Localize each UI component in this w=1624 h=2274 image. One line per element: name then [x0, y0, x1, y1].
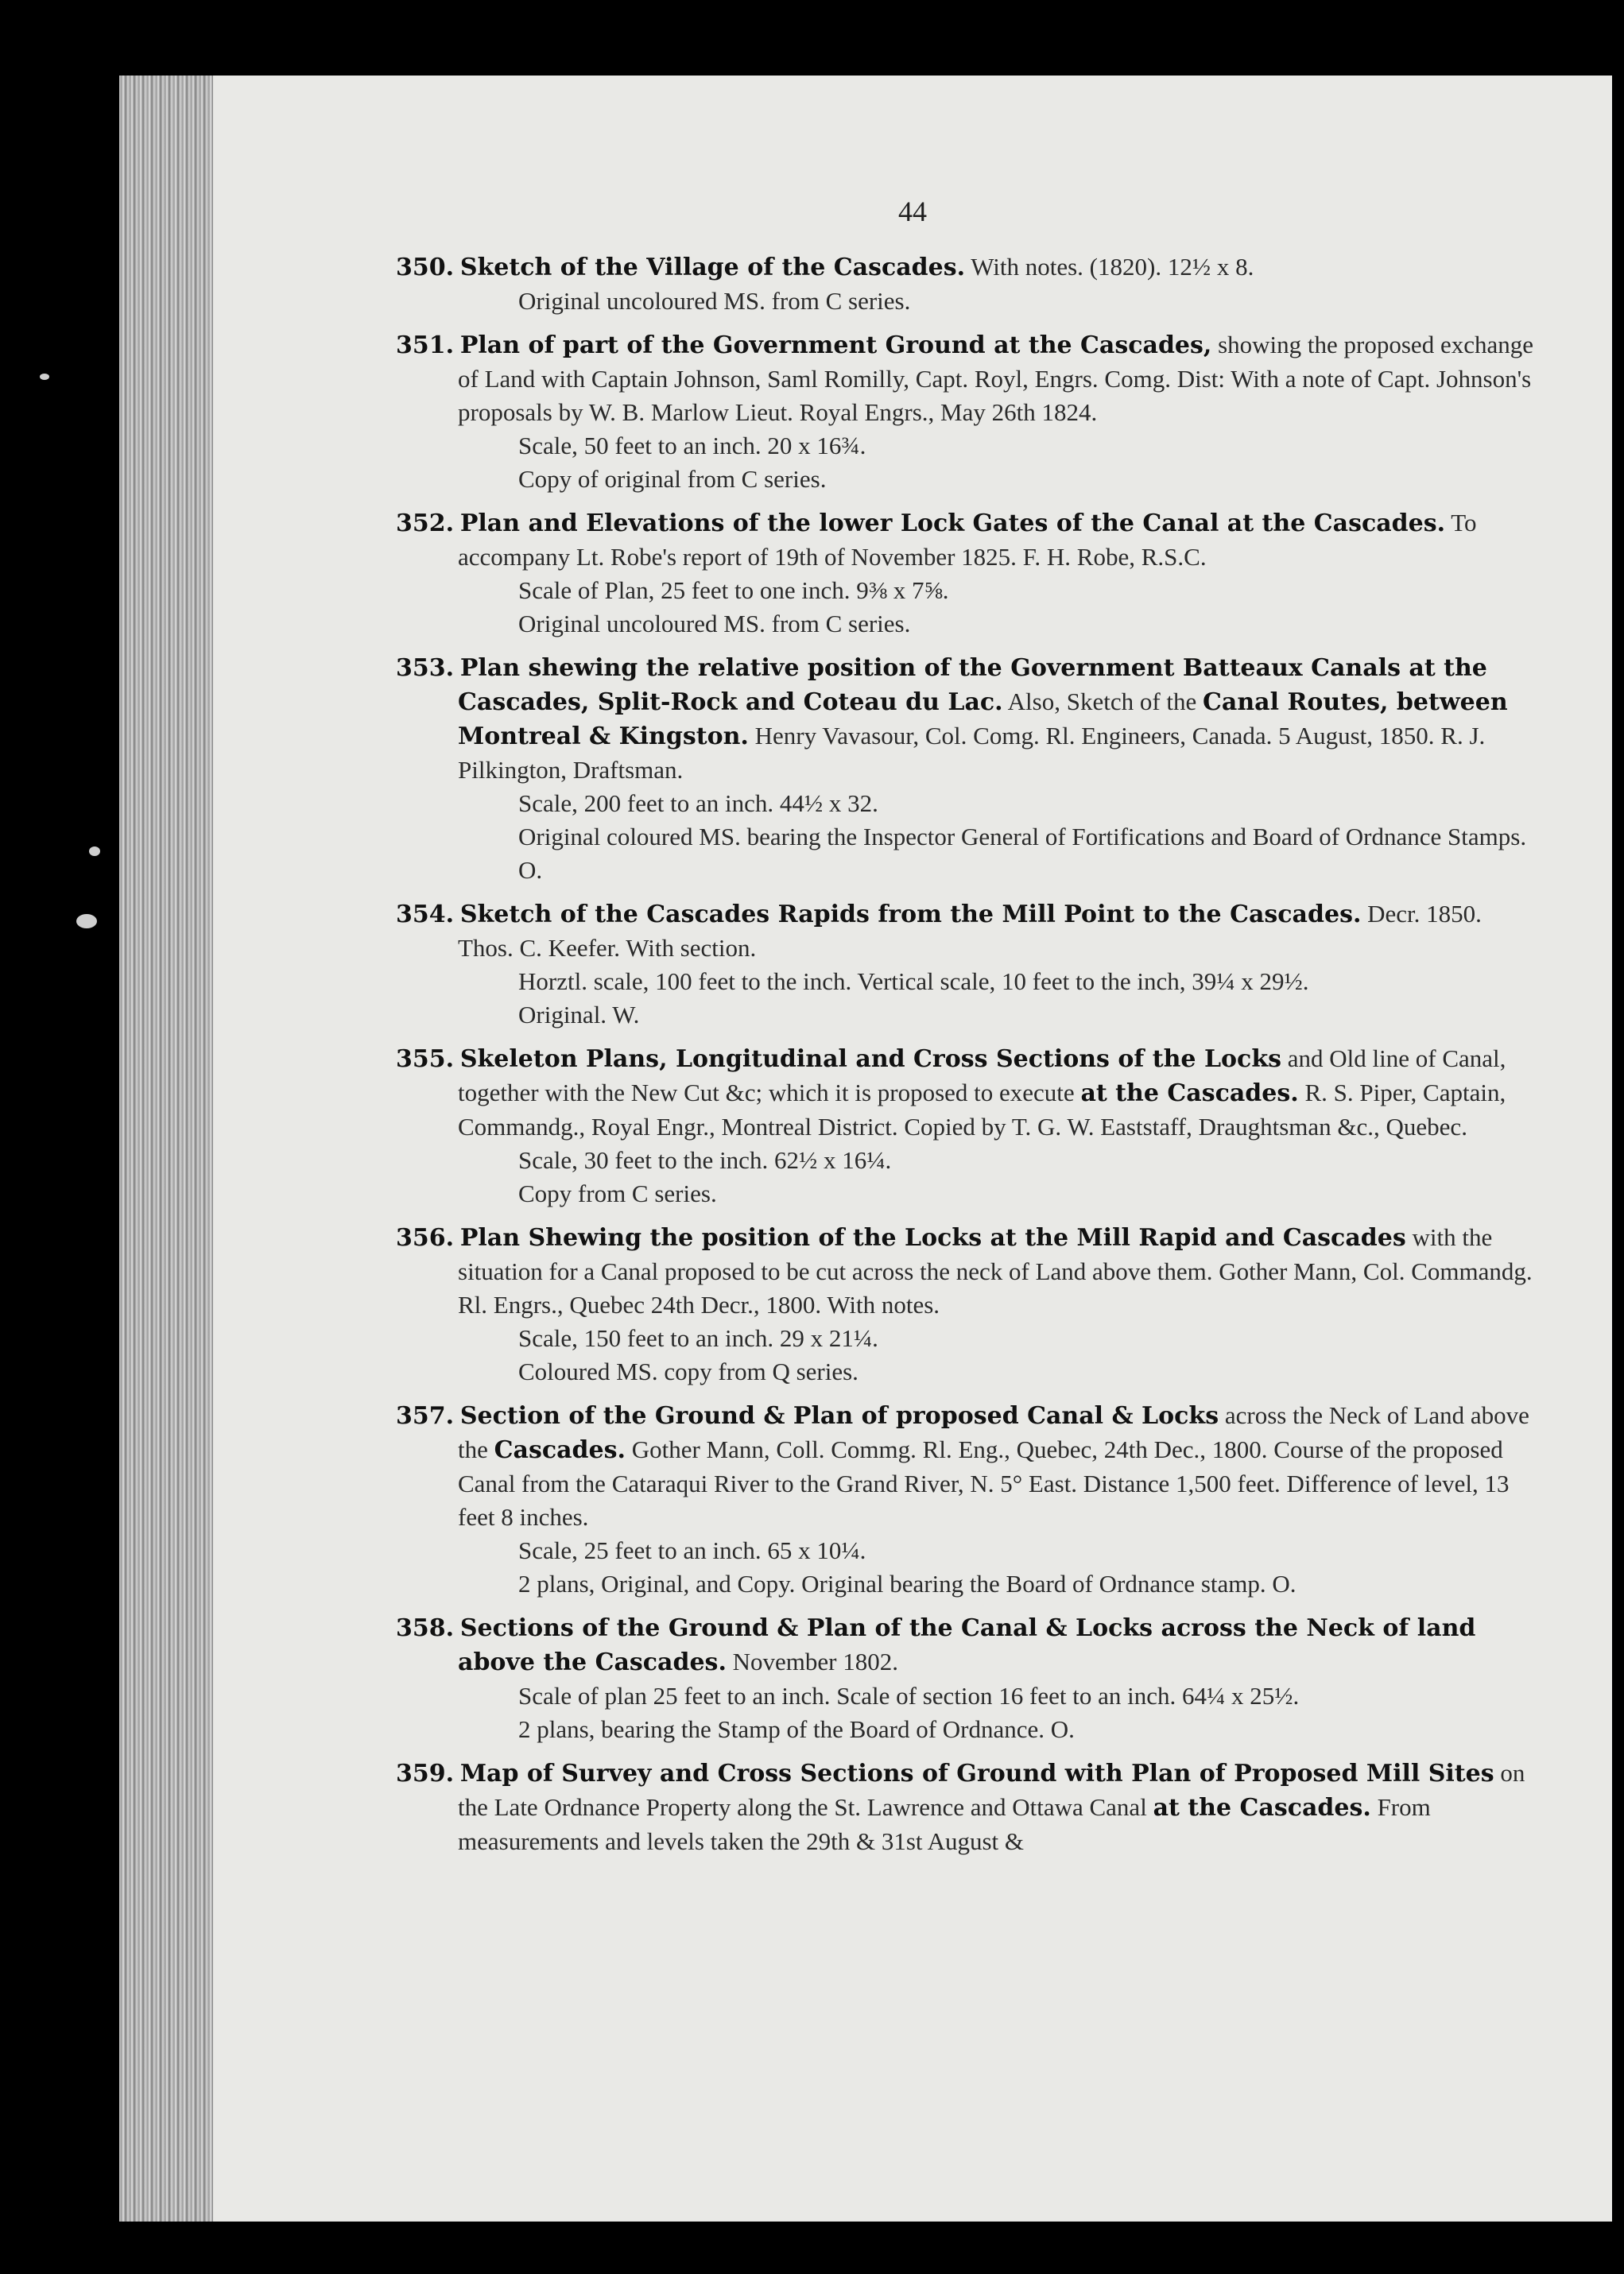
entry-title-continuation: Cascades.: [494, 1436, 626, 1464]
entry-text: [396, 1042, 1541, 1144]
entry-description: showing the proposed exchange of Land with Captain Johnson, Saml Romilly, Capt. Royl, Engrs. Comg. Dist: With a note of Capt. Johnson's proposals by W. B. Marlow Lieut. Royal Engrs., May 26th 1824.: [458, 331, 1533, 426]
catalogue-entry: [396, 1221, 1541, 1389]
entry-text: [396, 250, 1541, 285]
catalogue-entry: [396, 506, 1541, 641]
entry-text: [396, 328, 1541, 429]
entry-title: Plan and Elevations of the lower Lock Gates of the Canal at the Cascades.: [459, 509, 1446, 537]
page-number: 44: [898, 196, 927, 227]
scan-speck: [89, 846, 100, 856]
entry-text: [396, 1757, 1541, 1858]
entry-number: 352.: [396, 509, 455, 537]
entry-description: and Old line of Canal, together with the New Cut &c; which it is proposed to execute: [458, 1044, 1506, 1106]
entry-text: [396, 1399, 1541, 1534]
entry-description: To accompany Lt. Robe's report of 19th of November 1825. F. H. Robe, R.S.C.: [458, 509, 1477, 571]
entry-title-continuation: at the Cascades.: [1153, 1794, 1371, 1822]
catalogue-entry: [396, 250, 1541, 318]
entry-description: with the situation for a Canal proposed to be cut across the neck of Land above them. Gother Mann, Col. Commandg. Rl. Engrs., Quebec 24th Decr., 1800. With notes.: [458, 1223, 1533, 1319]
entry-title: Plan shewing the relative position of the Government Batteaux Canals at the Cascades, Split-Rock and Coteau du Lac.: [458, 654, 1487, 716]
entry-number: 357.: [396, 1402, 455, 1430]
entry-note: Original uncoloured MS. from C series.: [518, 287, 911, 315]
entry-note: Original. W.: [518, 1001, 640, 1029]
scan-speck: [40, 374, 49, 380]
entry-description-continuation: Gother Mann, Coll. Commg. Rl. Eng., Quebec, 24th Dec., 1800. Course of the proposed Canal from the Cataraqui River to the Grand River, N. 5° East. Distance 1,500 feet. Difference of level, 13 feet 8 inches.: [458, 1435, 1510, 1531]
entry-description: on the Late Ordnance Property along the St. Lawrence and Ottawa Canal: [458, 1759, 1525, 1821]
entry-number: 355.: [396, 1045, 455, 1073]
entry-note: Scale, 200 feet to an inch. 44½ x 32.: [518, 789, 878, 817]
entry-title-continuation: at the Cascades.: [1080, 1079, 1299, 1107]
catalogue-entry: [396, 1042, 1541, 1211]
entry-note: Copy of original from C series.: [518, 465, 827, 493]
catalogue-entry: [396, 897, 1541, 1032]
entry-number: 351.: [396, 331, 455, 359]
entry-text: [396, 651, 1541, 787]
entry-description: November 1802.: [726, 1648, 898, 1675]
entry-note: Horztl. scale, 100 feet to the inch. Vertical scale, 10 feet to the inch, 39¼ x 29½.: [518, 967, 1309, 995]
entry-note: Scale, 150 feet to an inch. 29 x 21¼.: [518, 1324, 878, 1352]
entry-note: 2 plans, bearing the Stamp of the Board of Ordnance. O.: [518, 1715, 1075, 1743]
entry-text: [396, 897, 1541, 965]
entry-note: Copy from C series.: [518, 1180, 717, 1207]
entry-note: Scale, 25 feet to an inch. 65 x 10¼.: [518, 1536, 866, 1564]
entry-text: [396, 1611, 1541, 1679]
entry-title: Plan Shewing the position of the Locks at the Mill Rapid and Cascades: [459, 1224, 1406, 1252]
entry-title: Sketch of the Cascades Rapids from the Mill Point to the Cascades.: [459, 901, 1362, 928]
entry-note: Scale of Plan, 25 feet to one inch. 9⅜ x 7⅝.: [518, 576, 949, 604]
entry-title: Sketch of the Village of the Cascades.: [459, 254, 966, 281]
entry-description-continuation: Henry Vavasour, Col. Comg. Rl. Engineers, Canada. 5 August, 1850. R. J. Pilkington, Draftsman.: [458, 722, 1486, 784]
entry-number: 359.: [396, 1760, 455, 1788]
entry-note: Scale of plan 25 feet to an inch. Scale of section 16 feet to an inch. 64¼ x 25½.: [518, 1682, 1300, 1710]
entry-note: 2 plans, Original, and Copy. Original bearing the Board of Ordnance stamp. O.: [518, 1570, 1296, 1598]
catalogue-entries: [396, 250, 1541, 1869]
entry-number: 350.: [396, 254, 455, 281]
entry-description-continuation: From measurements and levels taken the 29th & 31st August &: [458, 1793, 1431, 1855]
entry-description: With notes. (1820). 12½ x 8.: [965, 253, 1254, 281]
entry-note: Coloured MS. copy from Q series.: [518, 1358, 859, 1385]
entry-number: 356.: [396, 1224, 455, 1252]
entry-note: Scale, 30 feet to the inch. 62½ x 16¼.: [518, 1146, 892, 1174]
catalogue-entry: [396, 651, 1541, 887]
entry-description: Decr. 1850. Thos. C. Keefer. With section.: [458, 900, 1482, 962]
entry-number: 354.: [396, 901, 455, 928]
entry-title: Skeleton Plans, Longitudinal and Cross Sections of the Locks: [459, 1045, 1281, 1073]
catalogue-entry: [396, 1611, 1541, 1746]
entry-description: Also, Sketch of the: [1002, 688, 1203, 715]
entry-text: [396, 1221, 1541, 1322]
entry-title: Plan of part of the Government Ground at the Cascades,: [459, 331, 1212, 359]
catalogue-entry: [396, 1399, 1541, 1601]
entry-title-continuation: Canal Routes, between Montreal & Kingston.: [458, 688, 1508, 750]
entry-description: across the Neck of Land above the: [458, 1401, 1529, 1463]
entry-number: 353.: [396, 654, 455, 682]
entry-title: Section of the Ground & Plan of proposed Canal & Locks: [459, 1402, 1219, 1430]
entry-text: [396, 506, 1541, 574]
catalogue-entry: [396, 328, 1541, 496]
entry-note: Scale, 50 feet to an inch. 20 x 16¾.: [518, 432, 866, 459]
entry-note: Original uncoloured MS. from C series.: [518, 610, 911, 637]
catalogue-entry: [396, 1757, 1541, 1858]
entry-title: Map of Survey and Cross Sections of Ground with Plan of Proposed Mill Sites: [459, 1760, 1494, 1788]
entry-note: Original coloured MS. bearing the Inspector General of Fortifications and Board of Ordnance Stamps. O.: [518, 823, 1527, 884]
scan-speck: [76, 914, 97, 928]
entry-number: 358.: [396, 1614, 455, 1642]
entry-title: Sections of the Ground & Plan of the Canal & Locks across the Neck of land above the Cascades.: [458, 1614, 1476, 1676]
page: [213, 76, 1612, 2222]
entry-description-continuation: R. S. Piper, Captain, Commandg., Royal Engr., Montreal District. Copied by T. G. W. Eaststaff, Draughtsman &c., Quebec.: [458, 1079, 1506, 1141]
